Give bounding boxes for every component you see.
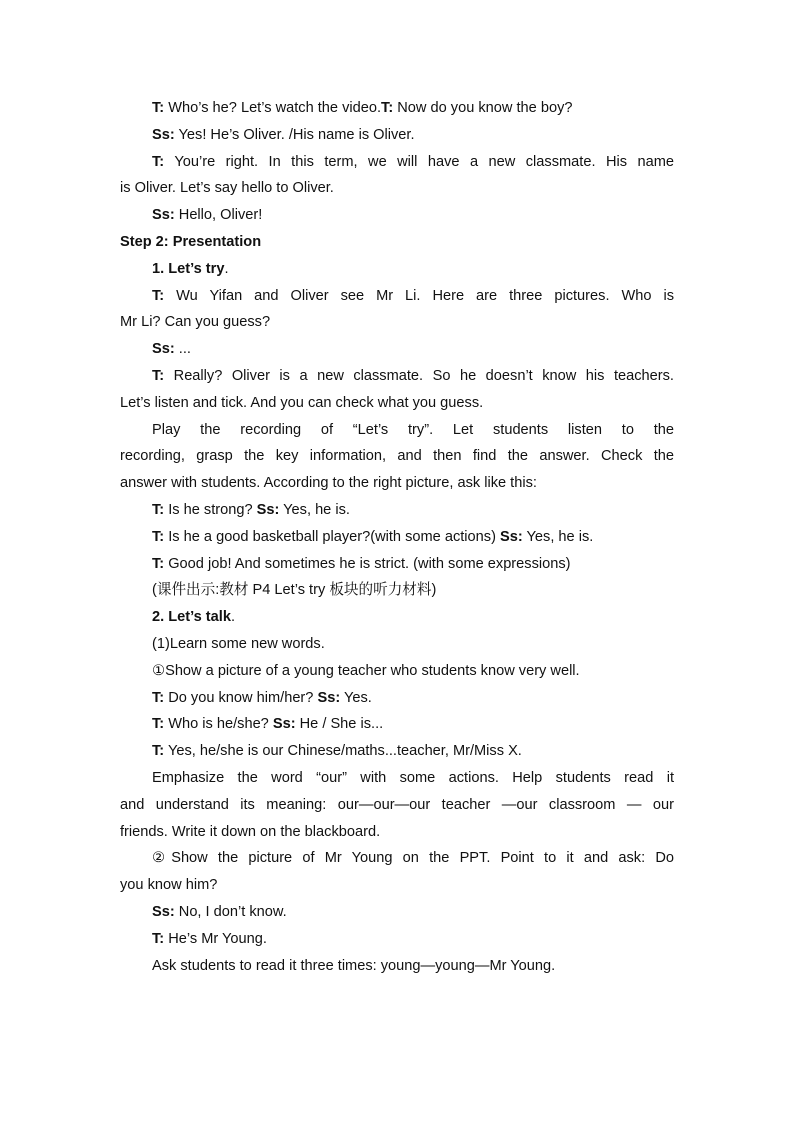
text-line: T: Is he a good basketball player?(with some actions) Ss: Yes, he is. (152, 528, 594, 545)
text-line: is Oliver. Let’s say hello to Oliver. (120, 180, 334, 197)
text-line: Emphasize the word “our” with some actions. Help students read it (152, 769, 674, 786)
text-line: (1)Learn some new words. (152, 635, 325, 652)
text-line: ①Show a picture of a young teacher who students know very well. (152, 662, 580, 679)
text-line: and understand its meaning: our—our—our teacher —our classroom — our (120, 796, 674, 813)
text-line: you know him? (120, 877, 218, 894)
text-line: T: Good job! And sometimes he is strict. (with some expressions) (152, 555, 571, 572)
text-line: T: Do you know him/her? Ss: Yes. (152, 689, 372, 706)
text-line: Ask students to read it three times: young—young—Mr Young. (152, 957, 556, 974)
text-line: T: Yes, he/she is our Chinese/maths...teacher, Mr/Miss X. (152, 743, 522, 760)
text-line: T: Who is he/she? Ss: He / She is... (152, 716, 384, 733)
text-line: Ss: Hello, Oliver! (152, 207, 263, 224)
text-line: T: Really? Oliver is a new classmate. So he doesn’t know his teachers. (152, 367, 674, 384)
text-line: answer with students. According to the right picture, ask like this: (120, 475, 537, 492)
text-line: Ss: No, I don’t know. (152, 903, 287, 920)
document-page (120, 95, 674, 979)
subsection-heading: 2. Let’s talk. (152, 609, 236, 626)
text-line: Mr Li? Can you guess? (120, 314, 271, 331)
text-line: Play the recording of “Let’s try”. Let students listen to the (152, 421, 674, 438)
subsection-heading: 1. Let’s try. (152, 260, 229, 277)
text-line: recording, grasp the key information, and then find the answer. Check the (120, 448, 674, 465)
text-line: T: You’re right. In this term, we will have a new classmate. His name (152, 153, 674, 170)
text-line: T: Who’s he? Let’s watch the video.T: Now do you know the boy? (152, 100, 573, 116)
text-line: Ss: Yes! He’s Oliver. /His name is Oliver. (152, 126, 415, 143)
text-line: T: Wu Yifan and Oliver see Mr Li. Here are three pictures. Who is (152, 287, 674, 304)
text-line: Ss: ... (152, 341, 191, 358)
text-line: ②Show the picture of Mr Young on the PPT. Point to it and ask: Do (152, 850, 674, 867)
section-heading: Step 2: Presentation (120, 233, 262, 250)
text-line: friends. Write it down on the blackboard. (120, 823, 381, 840)
text-line: (课件出示:教材 P4 Let’s try 板块的听力材料) (152, 582, 437, 599)
text-line: Let’s listen and tick. And you can check what you guess. (120, 394, 484, 411)
text-line: T: Is he strong? Ss: Yes, he is. (152, 501, 350, 518)
text-line: T: He’s Mr Young. (152, 930, 267, 947)
